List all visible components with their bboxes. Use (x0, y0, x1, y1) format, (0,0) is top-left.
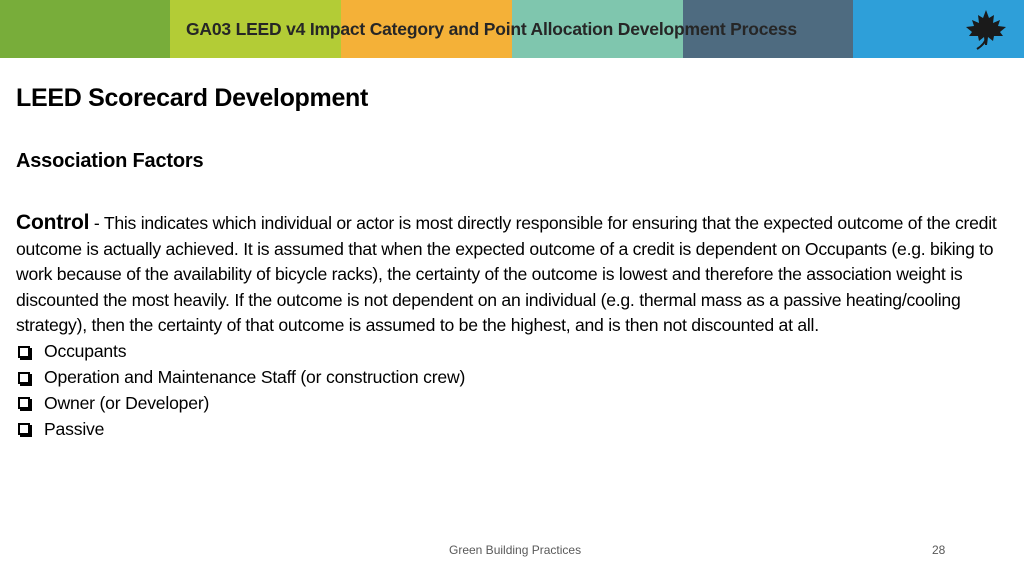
factor-checklist (16, 339, 1006, 442)
slide-title: LEED Scorecard Development (16, 84, 369, 112)
body-content (16, 210, 1006, 442)
lead-separator: - (89, 213, 104, 233)
list-item (16, 365, 1006, 391)
control-paragraph (16, 210, 1006, 339)
checkbox-bullet-icon (18, 423, 30, 435)
list-item (16, 339, 1006, 365)
header-band-green (0, 0, 170, 58)
checkbox-bullet-icon (18, 397, 30, 409)
list-item-label: Owner (or Developer) (44, 392, 210, 413)
list-item-label: Operation and Maintenance Staff (or construction crew) (44, 367, 466, 388)
maple-leaf-icon (963, 8, 1009, 50)
checkbox-bullet-icon (18, 346, 30, 358)
checkbox-bullet-icon (18, 372, 30, 384)
list-item (16, 391, 1006, 417)
header-title: GA03 LEED v4 Impact Category and Point Allocation Development Process (186, 19, 797, 39)
list-item-label: Occupants (44, 341, 127, 362)
section-title: Association Factors (16, 150, 204, 172)
paragraph-text: This indicates which individual or actor is most directly responsible for ensuring that the expected outcome of the credit outcome is actually achieved. It is assumed that when the expected outcome of a credit is dependent on Occupants (e.g. biking to work because of the availability of bicycle racks), the certainty of the outcome is lowest and therefore the association weight is discounted the most heavily. If the outcome is not dependent on an individual (e.g. thermal mass as a passive heating/cooling strategy), then the certainty of that outcome is assumed to be the highest, and is then not discounted at all. (16, 213, 997, 336)
lead-term: Control (16, 211, 90, 234)
footer-text: Green Building Practices (449, 543, 582, 557)
page-number: 28 (932, 543, 946, 557)
list-item (16, 416, 1006, 442)
list-item-label: Passive (44, 418, 105, 439)
